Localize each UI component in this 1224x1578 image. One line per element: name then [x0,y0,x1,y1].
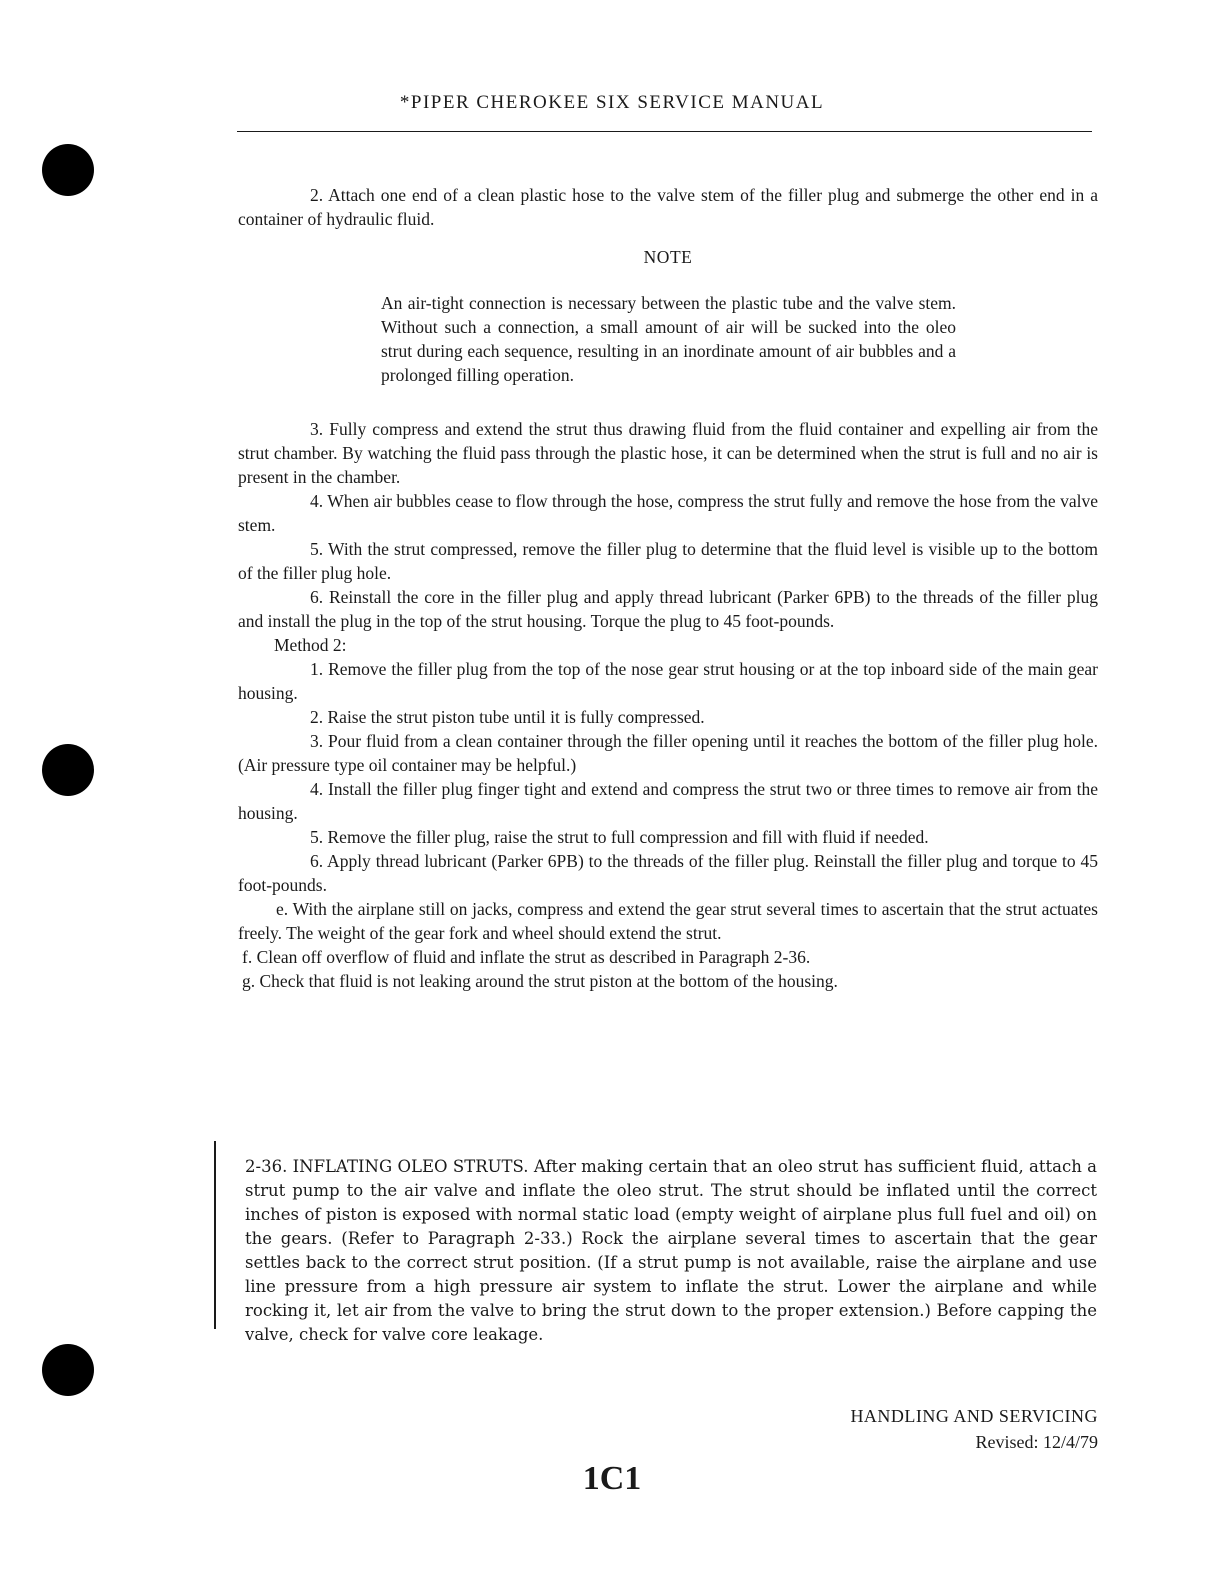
method-2-label: Method 2: [274,635,347,655]
method2-step-1: 1. Remove the filler plug from the top of the nose gear strut housing or at the top inboard side of the main gear housing. [238,659,1098,703]
section-2-36: 2-36. INFLATING OLEO STRUTS. After making certain that an oleo strut has sufficient fluid, attach a strut pump to the air valve and inflate the oleo strut. The strut should be inflated until the correct inches of piston is exposed with normal static load (empty weight of airplane plus full fuel and oil) on the gears. (Refer to Paragraph 2-33.) Rock the airplane several times to ascertain that the gear settles back to the correct strut position. (If a strut pump is not available, raise the airplane and use line pressure from a high pressure air system to inflate the strut. Lower the airplane and while rocking it, let air from the valve to bring the strut down to the proper extension.) Before capping the valve, check for valve core leakage. [245,1156,1097,1344]
step-3: 3. Fully compress and extend the strut thus drawing fluid from the fluid container and expelling air from the strut chamber. By watching the fluid pass through the plastic hose, it can be determined when the strut is full and no air is present in the chamber. [238,419,1098,487]
footer-section-title: HANDLING AND SERVICING [850,1406,1098,1426]
page-code: 1C1 [582,1460,642,1497]
note-text: An air-tight connection is necessary between the plastic tube and the valve stem. Without such a connection, a small amount of air will be sucked into the oleo strut during each sequence, resulting in an inordinate amount of air bubbles and a prolonged filling operation. [381,293,956,385]
method2-step-6: 6. Apply thread lubricant (Parker 6PB) to the threads of the filler plug. Reinstall the filler plug and torque to 45 foot-pounds. [238,851,1098,895]
method2-step-2: 2. Raise the strut piston tube until it is fully compressed. [310,707,705,727]
step-4: 4. When air bubbles cease to flow through the hose, compress the strut fully and remove the hose from the valve stem. [238,491,1098,535]
method2-step-3: 3. Pour fluid from a clean container through the filler opening until it reaches the bottom of the filler plug hole. (Air pressure type oil container may be helpful.) [238,731,1098,775]
note-title: NOTE [643,247,693,267]
main-text [238,183,1098,993]
step-2: 2. Attach one end of a clean plastic hose to the valve stem of the filler plug and submerge the other end in a container of hydraulic fluid. [238,185,1098,229]
footer-revised-date: Revised: 12/4/79 [975,1432,1098,1452]
header-rule [237,131,1092,132]
step-6: 6. Reinstall the core in the filler plug and apply thread lubricant (Parker 6PB) to the threads of the filler plug and install the plug in the top of the strut housing. Torque the plug to 45 foot-pounds. [238,587,1098,631]
binder-hole-middle [42,744,94,796]
page-header: *PIPER CHEROKEE SIX SERVICE MANUAL [399,92,825,113]
step-5: 5. With the strut compressed, remove the filler plug to determine that the fluid level is visible up to the bottom of the filler plug hole. [238,539,1098,583]
method2-step-5: 5. Remove the filler plug, raise the strut to full compression and fill with fluid if needed. [310,827,929,847]
step-f: f. Clean off overflow of fluid and inflate the strut as described in Paragraph 2-36. [242,947,811,967]
binder-hole-bottom [42,1344,94,1396]
binder-hole-top [42,144,94,196]
step-g: g. Check that fluid is not leaking around the strut piston at the bottom of the housing. [242,971,838,991]
step-e: e. With the airplane still on jacks, compress and extend the gear strut several times to ascertain that the strut actuates freely. The weight of the gear fork and wheel should extend the strut. [238,899,1098,943]
method2-step-4: 4. Install the filler plug finger tight and extend and compress the strut two or three times to remove air from the housing. [238,779,1098,823]
revision-change-bar [214,1141,216,1329]
